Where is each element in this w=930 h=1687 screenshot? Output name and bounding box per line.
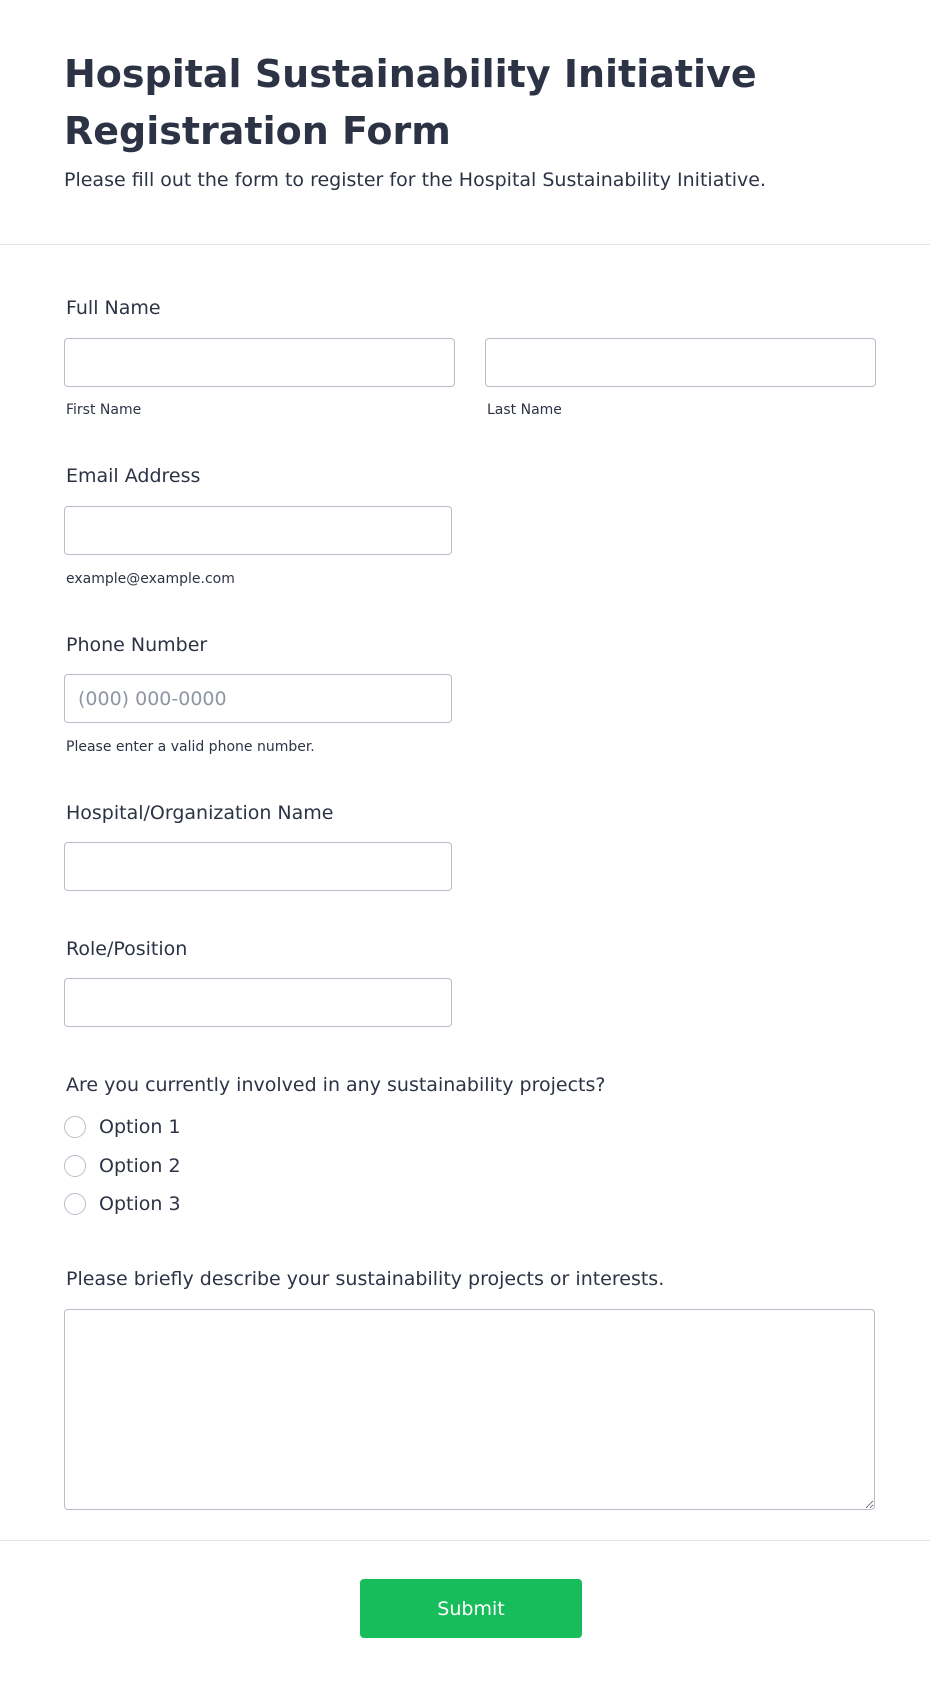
- page-title: Hospital Sustainability Initiative Registration Form: [64, 52, 757, 153]
- full-name-label: Full Name: [66, 297, 161, 319]
- last-name-input[interactable]: [485, 338, 876, 387]
- radio-option-label: Option 2: [99, 1155, 181, 1177]
- last-name-sublabel: Last Name: [487, 402, 562, 418]
- email-sublabel: example@example.com: [66, 571, 235, 587]
- description-label: Please briefly describe your sustainability projects or interests.: [66, 1268, 665, 1290]
- radio-option-3[interactable]: [64, 1191, 181, 1217]
- role-field[interactable]: [64, 978, 452, 1027]
- page-subtitle: Please fill out the form to register for the Hospital Sustainability Initiative.: [64, 169, 767, 191]
- radio-button-icon[interactable]: [64, 1155, 86, 1177]
- radio-button-icon[interactable]: [64, 1116, 86, 1138]
- email-field[interactable]: [64, 506, 452, 555]
- role-label: Role/Position: [66, 938, 188, 960]
- first-name-sublabel: First Name: [66, 402, 142, 418]
- radio-option-1[interactable]: [64, 1114, 181, 1140]
- footer-divider: [0, 1540, 930, 1541]
- organization-label: Hospital/Organization Name: [66, 802, 334, 824]
- first-name-input[interactable]: [64, 338, 455, 387]
- organization-field[interactable]: [64, 842, 452, 891]
- description-textarea[interactable]: [64, 1309, 875, 1510]
- form-header: [0, 0, 930, 245]
- involvement-label: Are you currently involved in any sustainability projects?: [66, 1074, 606, 1096]
- phone-sublabel: Please enter a valid phone number.: [66, 739, 315, 755]
- radio-option-2[interactable]: [64, 1153, 181, 1179]
- submit-button[interactable]: Submit: [360, 1579, 582, 1638]
- phone-label: Phone Number: [66, 634, 208, 656]
- phone-field[interactable]: [64, 674, 452, 723]
- radio-option-label: Option 3: [99, 1193, 181, 1215]
- radio-button-icon[interactable]: [64, 1193, 86, 1215]
- radio-option-label: Option 1: [99, 1116, 181, 1138]
- email-label: Email Address: [66, 465, 201, 487]
